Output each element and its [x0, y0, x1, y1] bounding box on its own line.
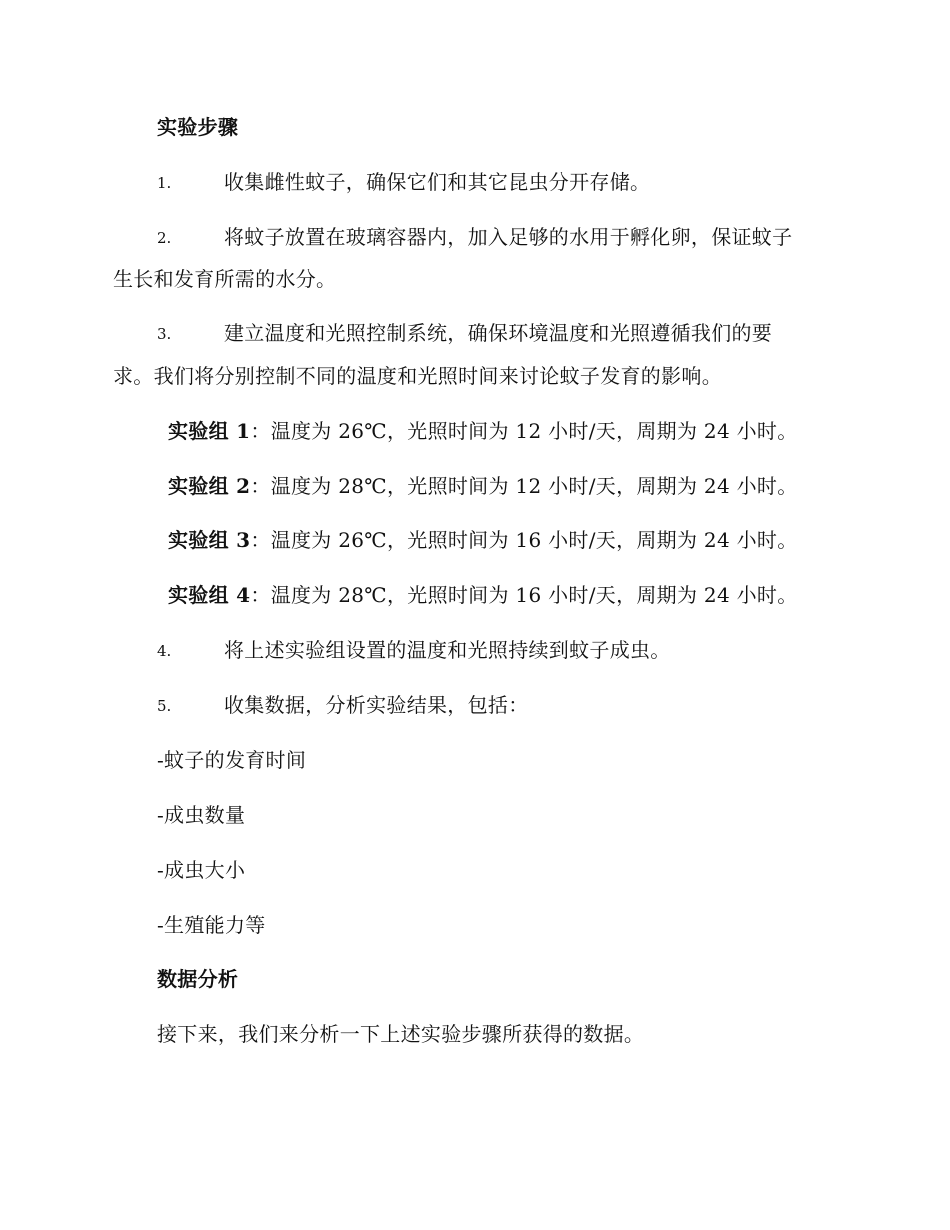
experiment-group-2: [168, 472, 798, 500]
step-number: 2.: [157, 229, 172, 247]
group-label: 实验组 3: [168, 528, 251, 552]
group-label: 实验组 2: [168, 474, 251, 498]
step-text: 将上述实验组设置的温度和光照持续到蚊子成虫。: [224, 638, 671, 662]
group-label: 实验组 1: [168, 419, 251, 443]
step-text-continuation: 求。我们将分别控制不同的温度和光照时间来讨论蚊子发育的影响。: [113, 364, 722, 388]
section-heading-analysis: 数据分析: [157, 967, 239, 991]
experiment-group-1: [168, 417, 798, 445]
step-number: 1.: [157, 174, 172, 192]
step-text: 将蚊子放置在玻璃容器内，加入足够的水用于孵化卵，保证蚊子: [224, 225, 793, 249]
step-number: 4.: [157, 642, 172, 660]
group-text: ：温度为 28℃，光照时间为 16 小时/天，周期为 24 小时。: [250, 583, 798, 607]
step-number: 3.: [157, 325, 172, 343]
group-label: 实验组 4: [168, 583, 251, 607]
step-text-continuation: 生长和发育所需的水分。: [113, 267, 337, 291]
analysis-paragraph: 接下来，我们来分析一下上述实验步骤所获得的数据。: [157, 1022, 645, 1046]
step-text: 收集雌性蚊子，确保它们和其它昆虫分开存储。: [224, 170, 651, 194]
step-text: 收集数据，分析实验结果，包括：: [224, 693, 529, 717]
step-text: 建立温度和光照控制系统，确保环境温度和光照遵循我们的要: [224, 321, 773, 345]
group-text: ：温度为 28℃，光照时间为 12 小时/天，周期为 24 小时。: [250, 474, 798, 498]
experiment-group-3: [168, 526, 798, 554]
step-number: 5.: [157, 697, 172, 715]
section-heading-steps: 实验步骤: [157, 115, 239, 139]
result-bullet: -生殖能力等: [157, 913, 266, 937]
experiment-group-4: [168, 581, 798, 609]
group-text: ：温度为 26℃，光照时间为 16 小时/天，周期为 24 小时。: [250, 528, 798, 552]
result-bullet: -成虫大小: [157, 858, 246, 882]
result-bullet: -蚊子的发育时间: [157, 748, 307, 772]
group-text: ：温度为 26℃，光照时间为 12 小时/天，周期为 24 小时。: [250, 419, 798, 443]
result-bullet: -成虫数量: [157, 803, 246, 827]
